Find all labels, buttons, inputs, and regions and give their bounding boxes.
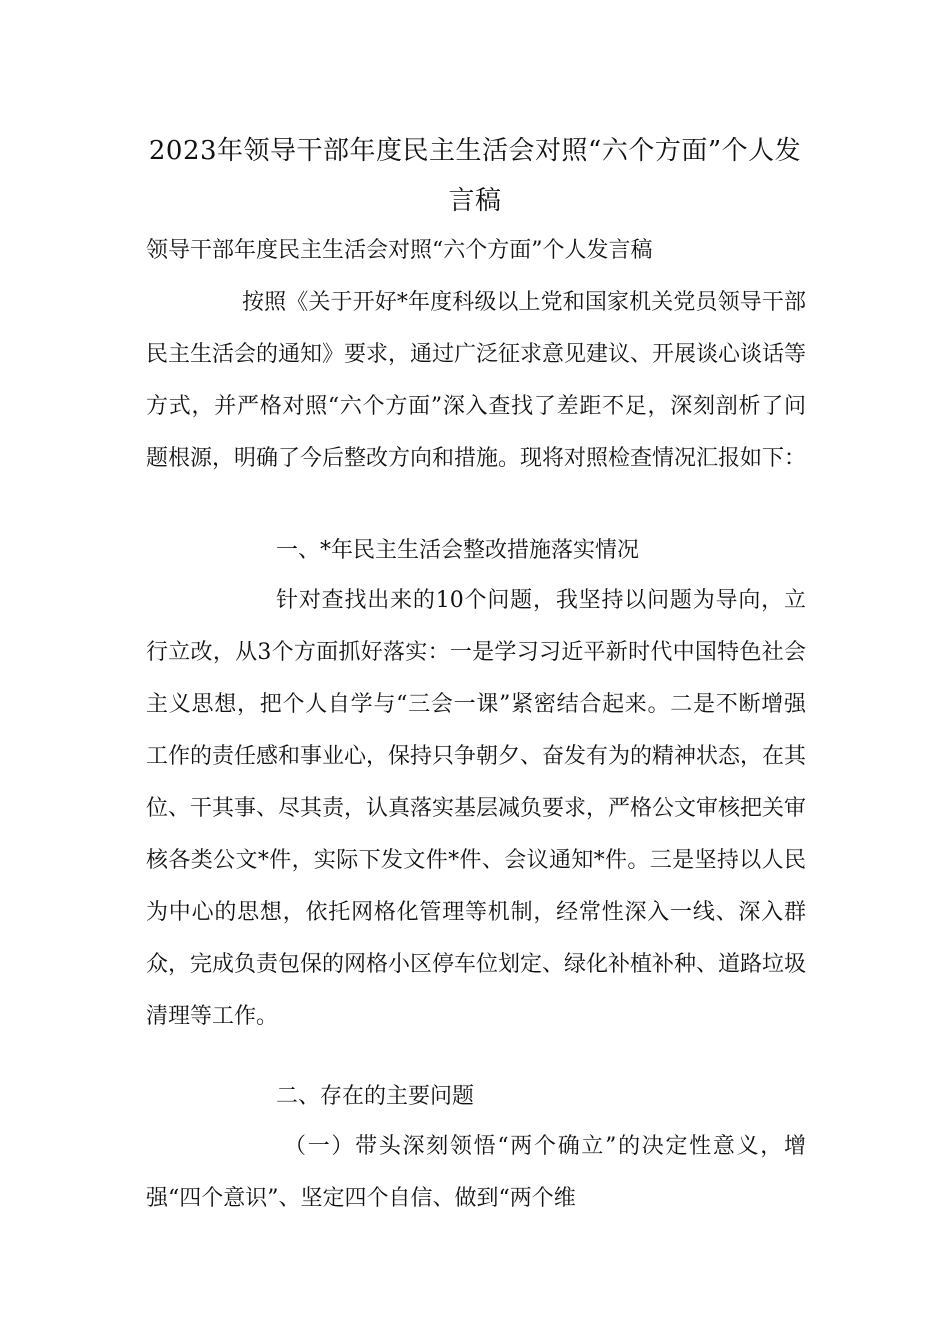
section-1-paragraph: 针对查找出来的10个问题，我坚持以问题为导向，立行立改，从3个方面抓好落实：一是学习习近平新时代中国特色社会主义思想，把个人自学与“三会一课”紧密结合起来。二是不断增强工作的责任感和事业心，保持只争朝夕、奋发有为的精神状态，在其位、干其事、尽其责，认真落实基层减负要求，严格公文审核把关审核各类公文*件，实际下发文件*件、会议通知*件。三是坚持以人民为中心的思想，依托网格化管理等机制，经常性深入一线、深入群众，完成负责包保的网格小区停车位划定、绿化补植补种、道路垃圾清理等工作。	[146, 588, 807, 1029]
document-title: 2023年领导干部年度民主生活会对照“六个方面”个人发言稿	[148, 136, 802, 216]
section-heading-1: 一、*年民主生活会整改措施落实情况	[276, 538, 640, 563]
section-2-paragraph: （一）带头深刻领悟“两个确立”的决定性意义，增强“四个意识”、坚定四个自信、做到“两个维	[146, 1134, 806, 1211]
section-heading-2: 二、存在的主要问题	[276, 1084, 475, 1109]
document-subtitle: 领导干部年度民主生活会对照“六个方面”个人发言稿	[146, 238, 653, 263]
intro-paragraph: 按照《关于开好*年度科级以上党和国家机关党员领导干部民主生活会的通知》要求，通过广泛征求意见建议、开展谈心谈话等方式，并严格对照“六个方面”深入查找了差距不足，深刻剖析了问题根源，明确了今后整改方向和措施。现将对照检查情况汇报如下：	[146, 290, 807, 471]
